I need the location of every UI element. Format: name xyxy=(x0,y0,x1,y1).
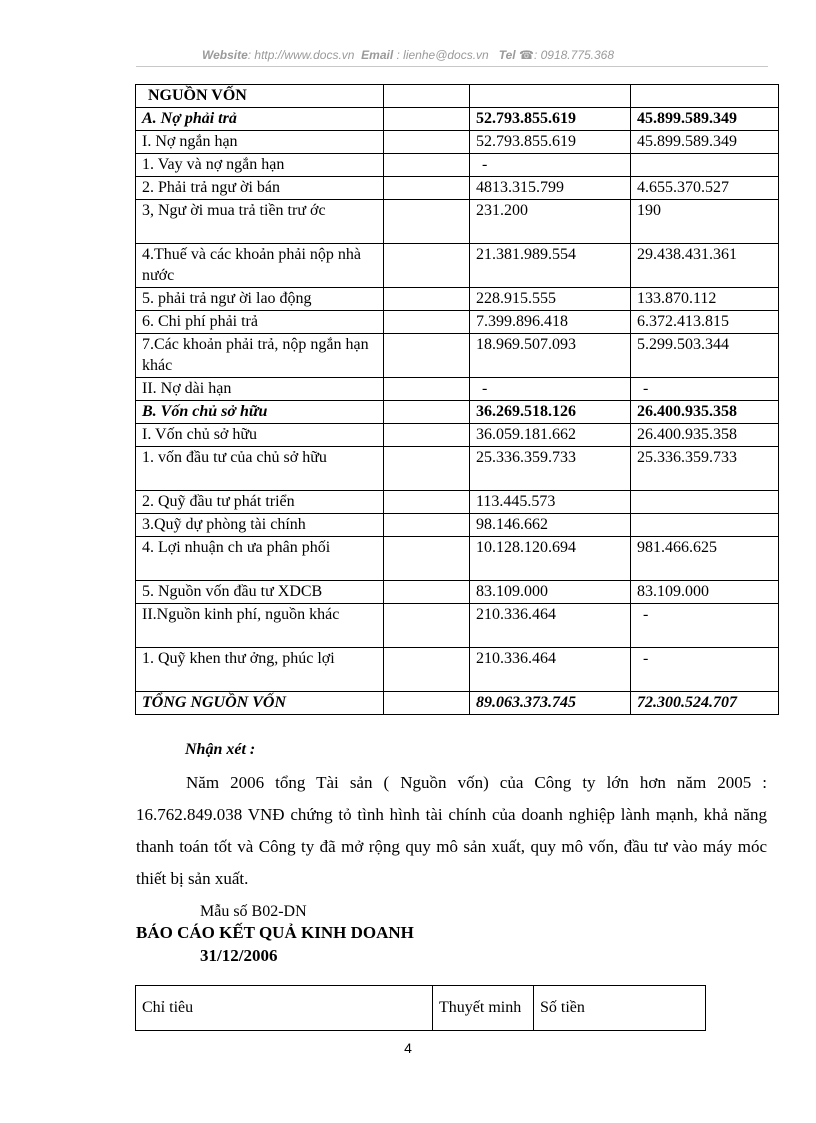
value-2006: - xyxy=(470,378,631,401)
value-2005: 45.899.589.349 xyxy=(631,131,779,154)
form-number: Mẫu số B02-DN xyxy=(200,903,307,920)
value-2005 xyxy=(631,85,779,108)
row-label: B. Vốn chủ sở hữu xyxy=(136,401,384,424)
row-label: 3, Ngư ời mua trả tiền trư ớc xyxy=(136,200,384,244)
tel-value: ☎: 0918.775.368 xyxy=(519,48,615,62)
value-2005: 26.400.935.358 xyxy=(631,424,779,447)
value-2006: 36.059.181.662 xyxy=(470,424,631,447)
website-value: : http://www.docs.vn xyxy=(247,48,355,62)
value-2006: 4813.315.799 xyxy=(470,177,631,200)
value-2006: 25.336.359.733 xyxy=(470,447,631,491)
table-row xyxy=(136,378,779,401)
row-label: TỔNG NGUỒN VỐN xyxy=(136,692,384,715)
row-label: I. Nợ ngắn hạn xyxy=(136,131,384,154)
table-row xyxy=(136,200,779,244)
value-2005: 5.299.503.344 xyxy=(631,334,779,378)
income-statement-table xyxy=(135,985,706,1031)
header-divider xyxy=(136,66,768,67)
value-2005: 190 xyxy=(631,200,779,244)
table-row xyxy=(136,288,779,311)
table-row xyxy=(136,581,779,604)
table-row xyxy=(136,334,779,378)
value-2005: 981.466.625 xyxy=(631,537,779,581)
row-label: 5. Nguồn vốn đầu tư XDCB xyxy=(136,581,384,604)
value-2005 xyxy=(631,514,779,537)
value-2005: 25.336.359.733 xyxy=(631,447,779,491)
row-label: 3.Quỹ dự phòng tài chính xyxy=(136,514,384,537)
table-row xyxy=(136,537,779,581)
value-2006: 83.109.000 xyxy=(470,581,631,604)
row-label: NGUỒN VỐN xyxy=(136,85,384,108)
value-2005: 29.438.431.361 xyxy=(631,244,779,288)
table-row xyxy=(136,604,779,648)
row-label: 2. Quỹ đầu tư phát triển xyxy=(136,491,384,514)
value-2005: 83.109.000 xyxy=(631,581,779,604)
row-label: 1. Vay và nợ ngắn hạn xyxy=(136,154,384,177)
row-label: 5. phải trả ngư ời lao động xyxy=(136,288,384,311)
value-2006: 10.128.120.694 xyxy=(470,537,631,581)
value-2006: 228.915.555 xyxy=(470,288,631,311)
value-2006: 210.336.464 xyxy=(470,604,631,648)
table-header-row xyxy=(136,986,706,1031)
row-label: 4. Lợi nhuận ch ưa phân phối xyxy=(136,537,384,581)
value-2006: 36.269.518.126 xyxy=(470,401,631,424)
value-2005 xyxy=(631,154,779,177)
balance-sheet-table xyxy=(135,84,779,715)
value-2006: 18.969.507.093 xyxy=(470,334,631,378)
value-2006: 52.793.855.619 xyxy=(470,131,631,154)
value-2006: 7.399.896.418 xyxy=(470,311,631,334)
table-row xyxy=(136,244,779,288)
column-header-note: Thuyết minh xyxy=(433,986,534,1031)
value-2005: - xyxy=(631,604,779,648)
value-2005: 45.899.589.349 xyxy=(631,108,779,131)
table-row xyxy=(136,491,779,514)
table-row xyxy=(136,154,779,177)
column-header-indicator: Chỉ tiêu xyxy=(136,986,433,1031)
value-2005: - xyxy=(631,378,779,401)
row-label: 6. Chi phí phải trả xyxy=(136,311,384,334)
value-2005: 72.300.524.707 xyxy=(631,692,779,715)
row-label: II. Nợ dài hạn xyxy=(136,378,384,401)
value-2005 xyxy=(631,491,779,514)
table-row xyxy=(136,648,779,692)
value-2005: 6.372.413.815 xyxy=(631,311,779,334)
value-2005: 26.400.935.358 xyxy=(631,401,779,424)
table-row xyxy=(136,447,779,491)
value-2006: 98.146.662 xyxy=(470,514,631,537)
row-label: 4.Thuế và các khoản phải nộp nhà nước xyxy=(136,244,384,288)
comment-heading: Nhận xét : xyxy=(185,741,256,758)
table-row xyxy=(136,131,779,154)
value-2006: 210.336.464 xyxy=(470,648,631,692)
page-header xyxy=(0,48,816,62)
value-2006: 52.793.855.619 xyxy=(470,108,631,131)
table-row xyxy=(136,85,779,108)
tel-label: Tel xyxy=(498,48,516,62)
value-2006: 21.381.989.554 xyxy=(470,244,631,288)
row-label: 7.Các khoản phải trả, nộp ngắn hạn khác xyxy=(136,334,384,378)
value-2005: 133.870.112 xyxy=(631,288,779,311)
value-2006 xyxy=(470,85,631,108)
value-2006: 89.063.373.745 xyxy=(470,692,631,715)
table-row xyxy=(136,108,779,131)
table-row xyxy=(136,424,779,447)
row-label: I. Vốn chủ sở hữu xyxy=(136,424,384,447)
table-row xyxy=(136,514,779,537)
table-row xyxy=(136,401,779,424)
value-2006: 231.200 xyxy=(470,200,631,244)
value-2005: 4.655.370.527 xyxy=(631,177,779,200)
page-number: 4 xyxy=(404,1040,412,1056)
value-2005: - xyxy=(631,648,779,692)
table-row xyxy=(136,177,779,200)
row-label: 2. Phải trả ngư ời bán xyxy=(136,177,384,200)
comment-paragraph: Năm 2006 tổng Tài sản ( Nguồn vốn) của Công ty lớn hơn năm 2005 : 16.762.849.038 VNĐ chứng tỏ tình hình tài chính của doanh nghiệp lành mạnh, khả năng thanh toán tốt và Công ty đã mở rộng quy mô sản xuất, quy mô vốn, đầu tư vào máy móc thiết bị sản xuất. xyxy=(136,773,767,888)
column-header-amount: Số tiền xyxy=(534,986,706,1031)
row-label: A. Nợ phải trả xyxy=(136,108,384,131)
row-label: II.Nguồn kinh phí, nguồn khác xyxy=(136,604,384,648)
value-2006: 113.445.573 xyxy=(470,491,631,514)
email-value: : lienhe@docs.vn xyxy=(396,48,489,62)
table-row-total xyxy=(136,692,779,715)
value-2006: - xyxy=(470,154,631,177)
report-date: 31/12/2006 xyxy=(200,946,278,965)
report-title: BÁO CÁO KẾT QUẢ KINH DOANH xyxy=(136,923,414,942)
row-label: 1. Quỹ khen thư ởng, phúc lợi xyxy=(136,648,384,692)
row-label: 1. vốn đầu tư của chủ sở hữu xyxy=(136,447,384,491)
website-label: Website xyxy=(201,48,248,62)
table-row xyxy=(136,311,779,334)
email-label: Email xyxy=(361,48,394,62)
